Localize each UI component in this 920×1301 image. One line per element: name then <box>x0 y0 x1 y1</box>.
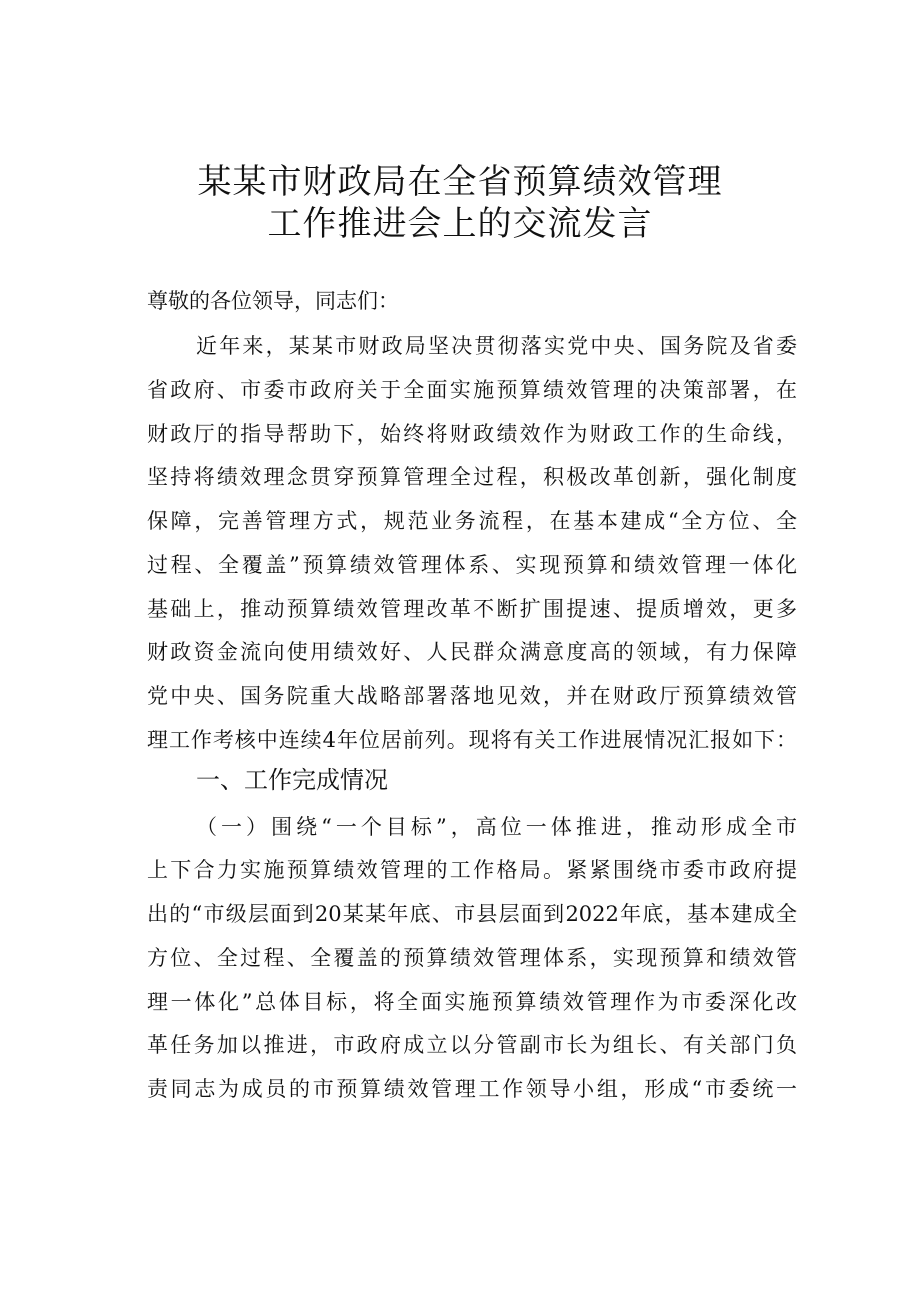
paragraph-2-line: 革任务加以推进，市政府成立以分管副市长为组长、有关部门负 <box>147 1033 797 1057</box>
paragraph-2-line: （一）围绕“一个目标”，高位一体推进，推动形成全市 <box>196 815 797 839</box>
paragraph-1-line: 过程、全覆盖”预算绩效管理体系、实现预算和绩效管理一体化 <box>147 553 797 577</box>
document-title-line-2: 工作推进会上的交流发言 <box>267 204 653 244</box>
section-1-heading: 一、工作完成情况 <box>196 766 388 794</box>
paragraph-1-line: 省政府、市委市政府关于全面实施预算绩效管理的决策部署，在 <box>147 378 797 402</box>
paragraph-1-line: 保障，完善管理方式，规范业务流程，在基本建成“全方位、全 <box>147 509 797 533</box>
paragraph-2-line: 上下合力实施预算绩效管理的工作格局。紧紧围绕市委市政府提 <box>147 858 797 882</box>
document-title-line-1: 某某市财政局在全省预算绩效管理 <box>197 162 723 202</box>
salutation: 尊敬的各位领导，同志们： <box>147 289 399 313</box>
paragraph-1-line: 理工作考核中连续4年位居前列。现将有关工作进展情况汇报如下： <box>147 728 797 752</box>
paragraph-2-line: 出的“市级层面到20某某年底、市县层面到2022年底，基本建成全 <box>147 902 797 926</box>
paragraph-1-line: 党中央、国务院重大战略部署落地见效，并在财政厅预算绩效管 <box>147 684 797 708</box>
paragraph-2-line: 理一体化”总体目标，将全面实施预算绩效管理作为市委深化改 <box>147 990 797 1014</box>
paragraph-1-line: 财政资金流向使用绩效好、人民群众满意度高的领域，有力保障 <box>147 640 797 664</box>
paragraph-1-line: 坚持将绩效理念贯穿预算管理全过程，积极改革创新，强化制度 <box>147 465 797 489</box>
paragraph-2-line: 方位、全过程、全覆盖的预算绩效管理体系，实现预算和绩效管 <box>147 946 797 970</box>
paragraph-1-line: 基础上，推动预算绩效管理改革不断扩围提速、提质增效，更多 <box>147 597 797 621</box>
paragraph-1-line: 近年来，某某市财政局坚决贯彻落实党中央、国务院及省委 <box>196 334 797 358</box>
paragraph-1-line: 财政厅的指导帮助下，始终将财政绩效作为财政工作的生命线， <box>147 422 797 446</box>
paragraph-2-line: 责同志为成员的市预算绩效管理工作领导小组，形成“市委统一 <box>147 1077 797 1101</box>
